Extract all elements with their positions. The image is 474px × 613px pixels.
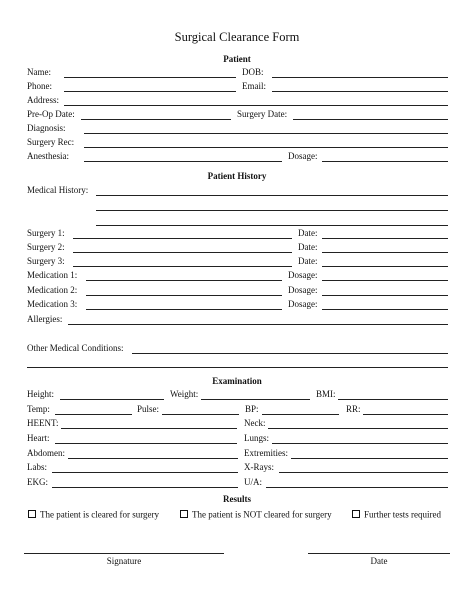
checkbox-icon[interactable] [180, 510, 188, 518]
ekg-label: EKG: [27, 477, 48, 487]
labs-label: Labs: [27, 462, 47, 472]
result-option-not-cleared[interactable] [180, 510, 332, 520]
extremities-field[interactable] [291, 458, 448, 459]
medical-history-field-1[interactable] [96, 195, 448, 196]
pulse-label: Pulse: [137, 404, 160, 414]
signature-date-field[interactable] [308, 553, 450, 554]
temp-field[interactable] [55, 414, 132, 415]
email-field[interactable] [272, 91, 448, 92]
surgery-rec-field[interactable] [84, 147, 448, 148]
ekg-field[interactable] [52, 487, 238, 488]
rr-field[interactable] [363, 414, 448, 415]
name-label: Name: [27, 67, 51, 77]
signature-field[interactable] [24, 553, 224, 554]
medical-history-label: Medical History: [27, 185, 89, 195]
result-option-not-cleared-label: The patient is NOT cleared for surgery [192, 509, 332, 520]
medication1-dosage-field[interactable] [322, 280, 448, 281]
form-title: Surgical Clearance Form [174, 30, 300, 44]
pulse-field[interactable] [162, 414, 239, 415]
xrays-label: X-Rays: [244, 462, 274, 472]
abdomen-label: Abdomen: [27, 448, 65, 458]
medication3-field[interactable] [86, 309, 282, 310]
other-conditions-label: Other Medical Conditions: [27, 343, 124, 353]
section-heading-history: Patient History [207, 171, 267, 181]
surgery2-date-field[interactable] [322, 252, 448, 253]
temp-label: Temp: [27, 404, 50, 414]
rr-label: RR: [346, 404, 361, 414]
checkbox-icon[interactable] [352, 510, 360, 518]
anesthesia-field[interactable] [84, 161, 282, 162]
dob-label: DOB: [242, 67, 264, 77]
medication3-label: Medication 3: [27, 299, 78, 309]
medication1-field[interactable] [86, 280, 282, 281]
lungs-label: Lungs: [244, 433, 270, 443]
surgery1-date-field[interactable] [322, 238, 448, 239]
other-conditions-field-1[interactable] [132, 353, 448, 354]
anesthesia-dosage-label: Dosage: [288, 151, 318, 161]
surgery3-date-field[interactable] [322, 266, 448, 267]
bmi-field[interactable] [338, 399, 448, 400]
phone-field[interactable] [64, 91, 236, 92]
section-heading-examination: Examination [212, 376, 262, 386]
address-field[interactable] [64, 105, 448, 106]
medication2-field[interactable] [86, 295, 282, 296]
heart-field[interactable] [55, 443, 237, 444]
labs-field[interactable] [52, 472, 238, 473]
anesthesia-label: Anesthesia: [27, 151, 69, 161]
height-field[interactable] [60, 399, 164, 400]
anesthesia-dosage-field[interactable] [322, 161, 448, 162]
signature-label: Signature [106, 556, 142, 566]
diagnosis-label: Diagnosis: [27, 123, 66, 133]
heart-label: Heart: [27, 433, 50, 443]
surgery1-date-label: Date: [298, 228, 318, 238]
ua-label: U/A: [244, 477, 262, 487]
result-option-cleared-label: The patient is cleared for surgery [40, 509, 160, 520]
email-label: Email: [242, 81, 266, 91]
section-heading-results: Results [222, 494, 251, 504]
surgery3-date-label: Date: [298, 256, 318, 266]
heent-field[interactable] [61, 428, 237, 429]
signature-date-label: Date [370, 556, 388, 566]
medical-history-field-2[interactable] [96, 210, 448, 211]
dob-field[interactable] [272, 77, 448, 78]
allergies-label: Allergies: [27, 314, 63, 324]
bp-field[interactable] [262, 414, 339, 415]
other-conditions-field-2[interactable] [27, 367, 448, 368]
surgery1-label: Surgery 1: [27, 228, 65, 238]
heent-label: HEENT: [27, 418, 59, 428]
surgery2-label: Surgery 2: [27, 242, 65, 252]
medication3-dosage-label: Dosage: [288, 299, 318, 309]
surgery1-field[interactable] [73, 238, 292, 239]
xrays-field[interactable] [279, 472, 448, 473]
result-option-cleared[interactable] [28, 510, 159, 520]
surgery-date-label: Surgery Date: [237, 109, 288, 119]
lungs-field[interactable] [272, 443, 448, 444]
ua-field[interactable] [266, 487, 448, 488]
name-field[interactable] [64, 77, 236, 78]
diagnosis-field[interactable] [84, 133, 448, 134]
result-option-further-tests[interactable] [352, 510, 441, 520]
preop-date-field[interactable] [81, 119, 231, 120]
neck-label: Neck: [244, 418, 266, 428]
checkbox-icon[interactable] [28, 510, 36, 518]
section-heading-patient: Patient [223, 54, 251, 64]
surgery2-field[interactable] [73, 252, 292, 253]
preop-date-label: Pre-Op Date: [27, 109, 75, 119]
medication2-label: Medication 2: [27, 285, 78, 295]
weight-field[interactable] [201, 399, 310, 400]
surgery-date-field[interactable] [293, 119, 448, 120]
neck-field[interactable] [268, 428, 448, 429]
result-option-further-tests-label: Further tests required [364, 509, 441, 520]
address-label: Address: [27, 95, 59, 105]
medication1-label: Medication 1: [27, 270, 78, 280]
medical-history-field-3[interactable] [96, 225, 448, 226]
medication2-dosage-label: Dosage: [288, 285, 318, 295]
abdomen-field[interactable] [68, 458, 238, 459]
surgery3-field[interactable] [73, 266, 292, 267]
phone-label: Phone: [27, 81, 53, 91]
medication2-dosage-field[interactable] [322, 295, 448, 296]
medication1-dosage-label: Dosage: [288, 270, 318, 280]
height-label: Height: [27, 389, 54, 399]
surgery3-label: Surgery 3: [27, 256, 65, 266]
weight-label: Weight: [170, 389, 199, 399]
medication3-dosage-field[interactable] [322, 309, 448, 310]
extremities-label: Extremities: [244, 448, 288, 458]
surgery2-date-label: Date: [298, 242, 318, 252]
surgery-rec-label: Surgery Rec: [27, 137, 75, 147]
bmi-label: BMI: [316, 389, 336, 399]
bp-label: BP: [245, 404, 259, 414]
allergies-field[interactable] [68, 324, 448, 325]
